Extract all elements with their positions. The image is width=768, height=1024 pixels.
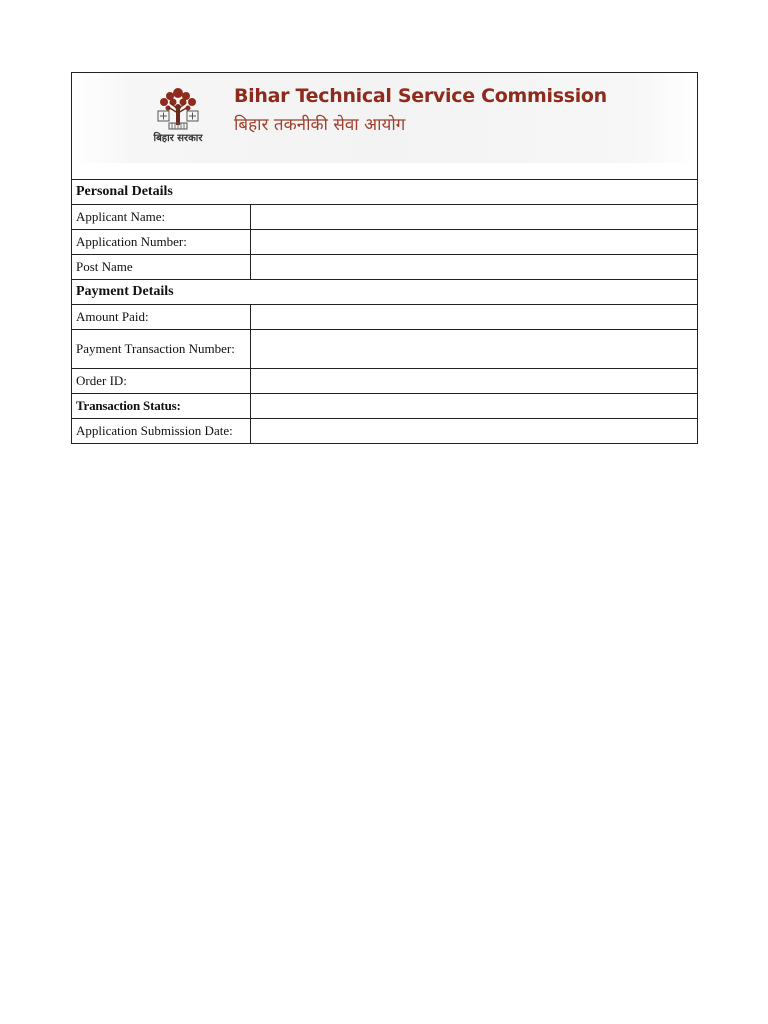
commission-banner [72, 73, 697, 163]
payment-receipt-table [71, 72, 698, 444]
field-value-submission-date [251, 419, 698, 444]
table-row [72, 255, 698, 280]
table-row [72, 230, 698, 255]
header-row [72, 73, 698, 180]
table-row [72, 305, 698, 330]
field-label-submission-date: Application Submission Date: [72, 419, 251, 444]
field-label-post-name: Post Name [72, 255, 251, 280]
field-label-transaction-status: Transaction Status: [72, 394, 251, 419]
field-label-amount-paid: Amount Paid: [72, 305, 251, 330]
commission-name-hindi: बिहार तकनीकी सेवा आयोग [234, 115, 406, 135]
section-title-personal: Personal Details [72, 180, 698, 205]
table-row [72, 394, 698, 419]
commission-name-english: Bihar Technical Service Commission [234, 85, 607, 107]
field-value-transaction-status [251, 394, 698, 419]
field-value-amount-paid [251, 305, 698, 330]
section-title-payment: Payment Details [72, 280, 698, 305]
field-label-applicant-name: Applicant Name: [72, 205, 251, 230]
table-row [72, 419, 698, 444]
table-row [72, 205, 698, 230]
table-row [72, 330, 698, 369]
field-value-applicant-name [251, 205, 698, 230]
field-value-application-number [251, 230, 698, 255]
payment-details-heading-row [72, 280, 698, 305]
field-label-payment-transaction-number: Payment Transaction Number: [72, 330, 251, 369]
field-label-order-id: Order ID: [72, 369, 251, 394]
header-cell [72, 73, 698, 180]
table-row [72, 369, 698, 394]
field-value-post-name [251, 255, 698, 280]
emblem-caption: बिहार सरकार [153, 133, 203, 144]
field-value-order-id [251, 369, 698, 394]
field-label-application-number: Application Number: [72, 230, 251, 255]
field-value-payment-transaction-number [251, 330, 698, 369]
personal-details-heading-row [72, 180, 698, 205]
